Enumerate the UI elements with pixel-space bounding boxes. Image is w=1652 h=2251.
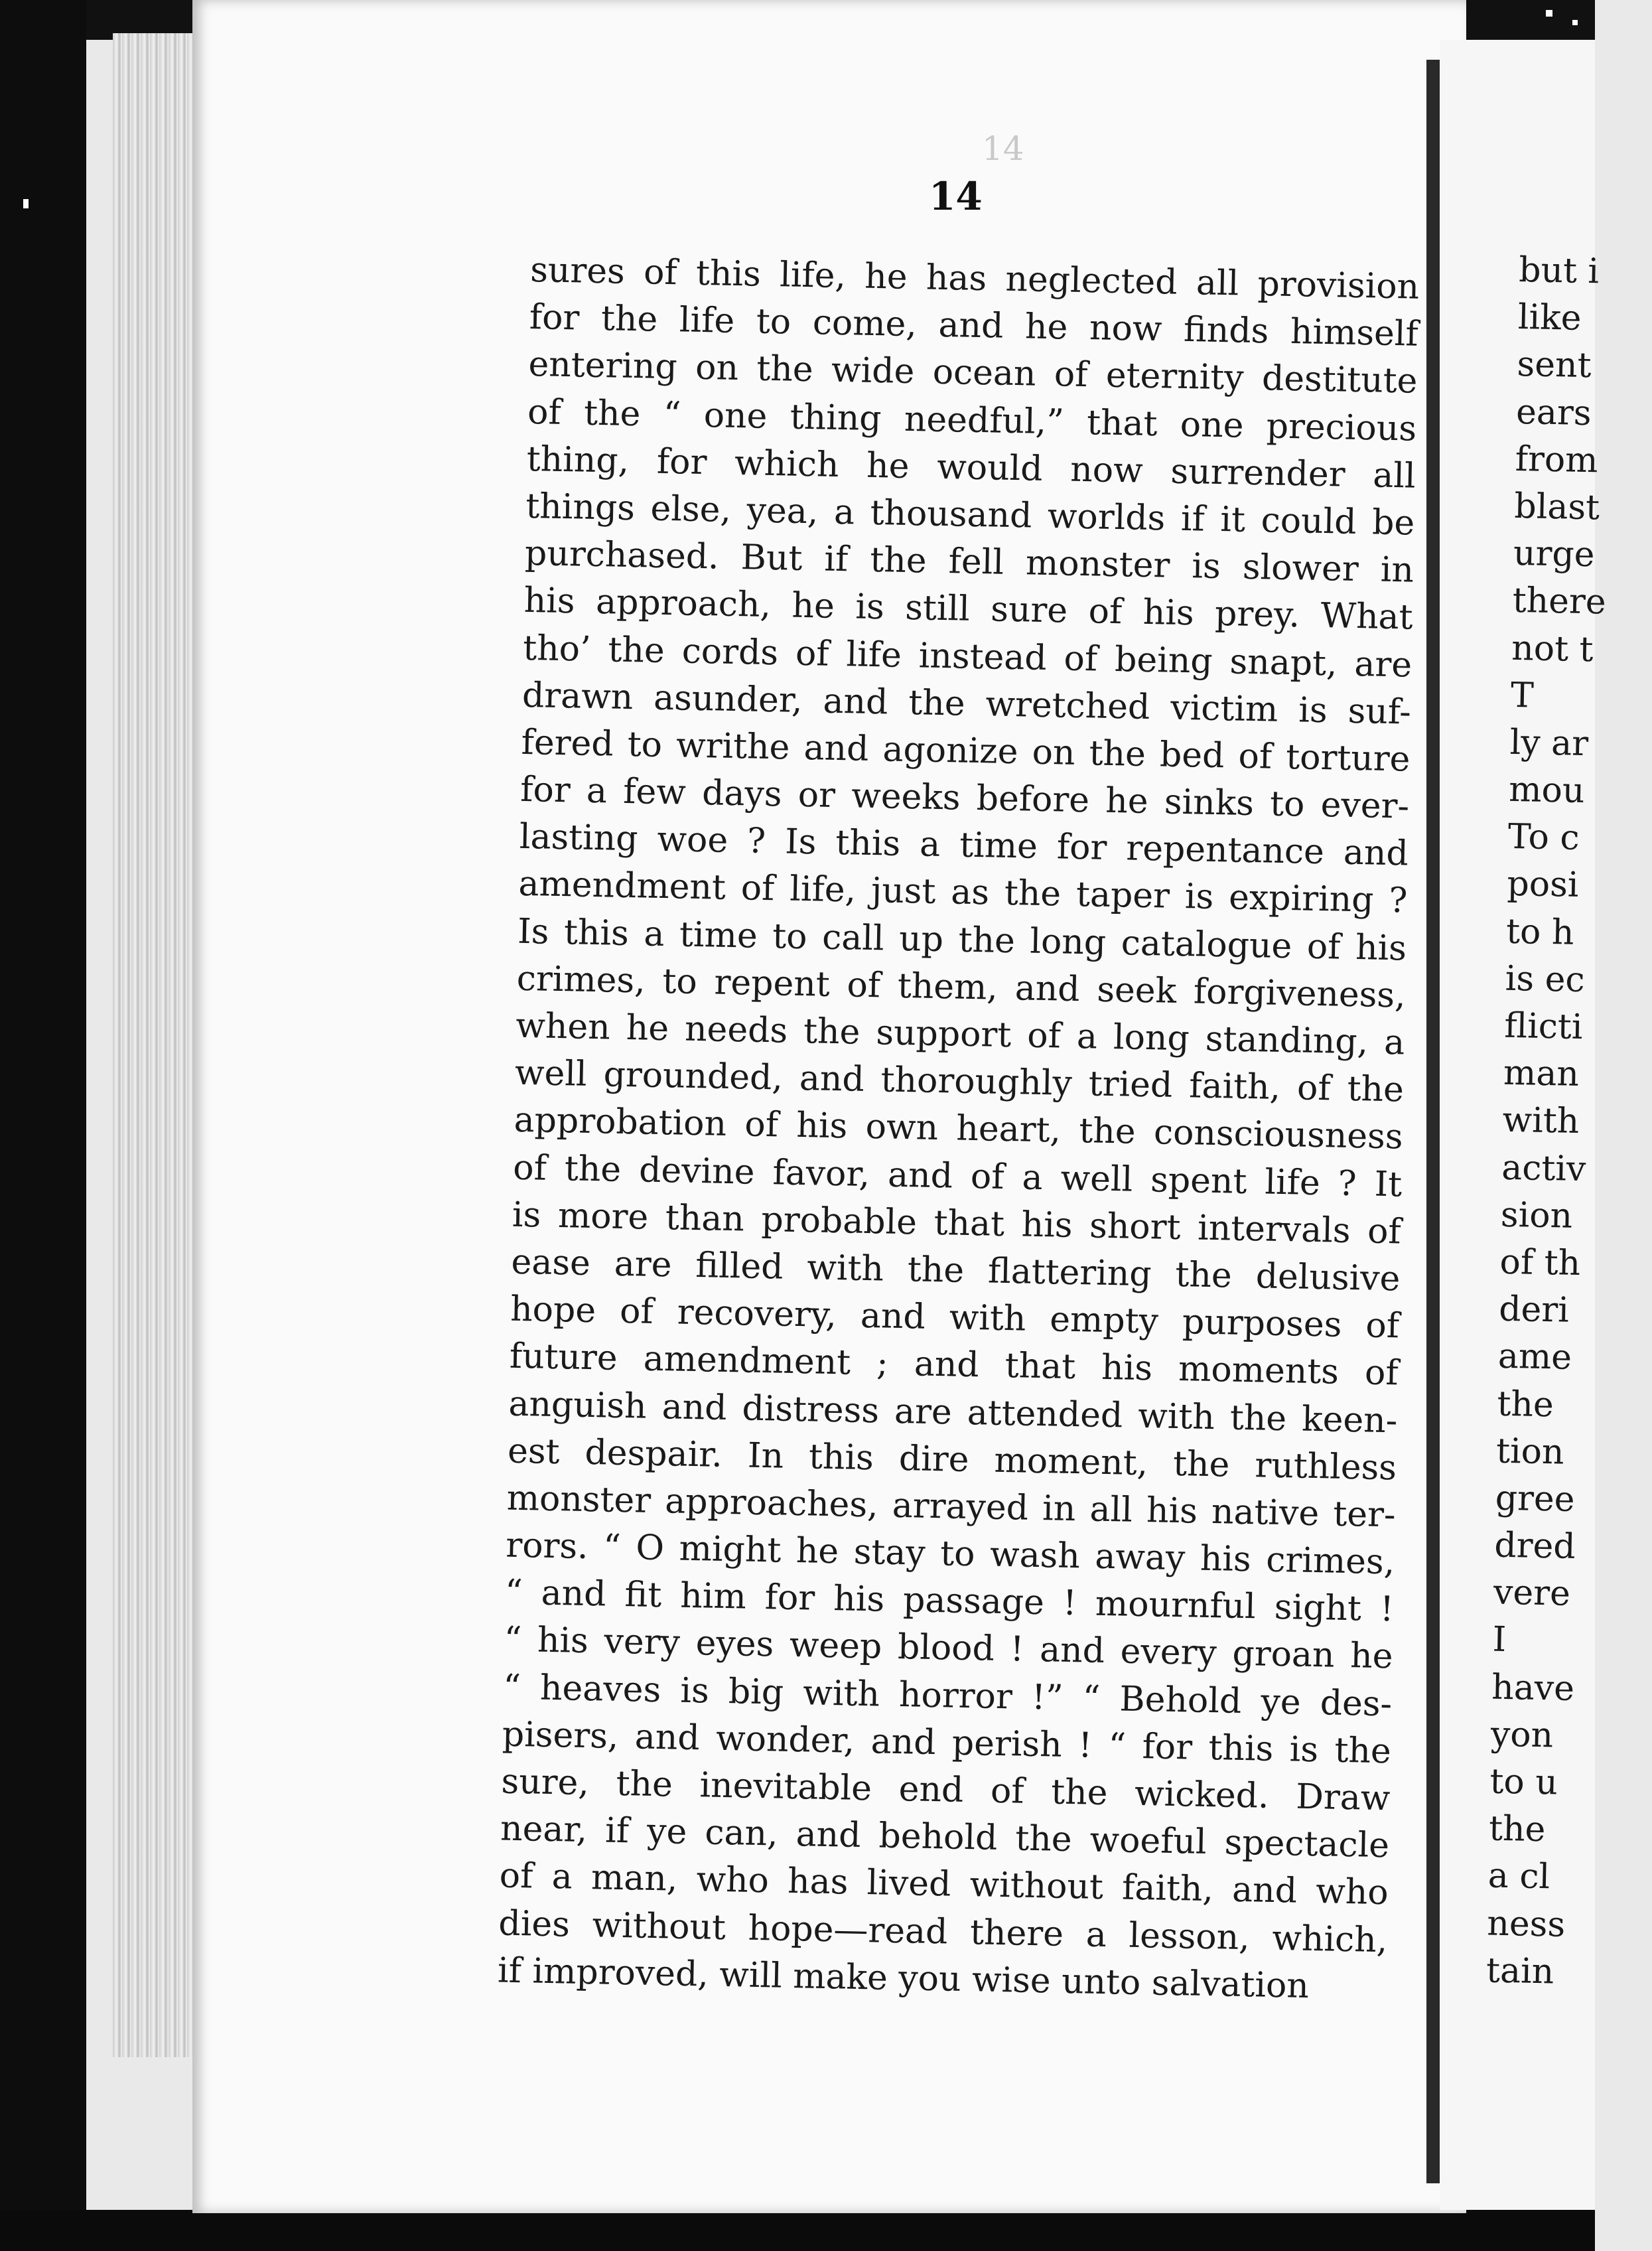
facing-text-line: posi: [1506, 864, 1580, 906]
facing-text-line: but i: [1518, 250, 1600, 292]
stacked-page-edges: [113, 33, 192, 2057]
facing-text-line: the: [1488, 1808, 1546, 1850]
facing-text-line: tion: [1495, 1431, 1565, 1473]
facing-text-line: To c: [1507, 817, 1580, 859]
text-line: drawn asunder, and the wretched victim is suf-: [521, 675, 1412, 733]
text-line: est despair. In this dire moment, the ruthless: [507, 1431, 1397, 1489]
facing-text-line: ears: [1515, 392, 1592, 433]
text-line: of a man, who has lived without faith, and who: [499, 1855, 1389, 1913]
facing-text-line: sion: [1500, 1195, 1573, 1236]
facing-text-line: mou: [1508, 769, 1585, 812]
text-line: pisers, and wonder, and perish ! “ for this is the: [502, 1714, 1392, 1772]
facing-text-line: deri: [1498, 1289, 1570, 1331]
text-line: thing, for which he would now surrender all: [526, 439, 1416, 496]
facing-text-line: there: [1512, 581, 1607, 622]
facing-text-line: the: [1496, 1384, 1554, 1425]
text-line: for a few days or weeks before he sinks to ever-: [519, 769, 1410, 827]
facing-text-line: man: [1503, 1053, 1580, 1095]
facing-text-line: to h: [1505, 911, 1574, 953]
facing-text-line: gree: [1495, 1478, 1576, 1520]
facing-text-line: not t: [1511, 628, 1594, 670]
facing-text-line: activ: [1501, 1147, 1586, 1189]
text-line: tho’ the cords of life instead of being snapt, are: [522, 628, 1412, 686]
facing-text-line: like: [1517, 297, 1582, 338]
text-line: things else, yea, a thousand worlds if it could be: [525, 486, 1415, 544]
text-line: purchased. But if the fell monster is slower in: [524, 534, 1414, 591]
text-line: ease are filled with the flattering the delusive: [511, 1242, 1401, 1299]
text-line: “ and fit him for his passage ! mournful sight !: [504, 1572, 1395, 1630]
text-line: sure, the inevitable end of the wicked. Draw: [501, 1761, 1391, 1819]
facing-text-line: a cl: [1487, 1855, 1550, 1897]
text-line: his approach, he is still sure of his prey. What: [523, 581, 1414, 638]
scan-speck: [23, 199, 29, 208]
facing-text-line: I: [1492, 1620, 1507, 1660]
text-line: of the “ one thing needful,” that one precious: [527, 392, 1417, 449]
facing-text-line: ame: [1497, 1337, 1572, 1378]
text-line: “ his very eyes weep blood ! and every groan he: [504, 1620, 1394, 1677]
scan-speck: [1572, 20, 1578, 25]
text-line: anguish and distress are attended with the keen-: [508, 1384, 1398, 1441]
text-line: entering on the wide ocean of eternity destitute: [528, 344, 1418, 402]
text-line: lasting woe ? Is this a time for repentance and: [519, 817, 1409, 874]
text-line: near, if ye can, and behold the woeful spectacle: [500, 1808, 1390, 1866]
text-line: hope of recovery, and with empty purposes of: [510, 1289, 1400, 1346]
bleed-through-mark: 14: [982, 129, 1024, 168]
scan-speck: [1546, 10, 1552, 17]
text-line: if improved, will make you wise unto salvation: [497, 1950, 1310, 2006]
text-line: dies without hope—read there a lesson, which,: [498, 1903, 1388, 1960]
text-line: fered to writhe and agonize on the bed of torture: [521, 722, 1411, 780]
text-line: monster approaches, arrayed in all his native ter-: [506, 1478, 1397, 1536]
scan-border-left: [0, 0, 86, 2251]
text-line: when he needs the support of a long standing, a: [515, 1005, 1405, 1063]
facing-text-line: blast: [1513, 486, 1600, 528]
scan-border-bottom: [0, 2210, 1595, 2251]
text-line: sures of this life, he has neglected all provision: [529, 250, 1420, 307]
text-line: well grounded, and thoroughly tried faith, of the: [514, 1053, 1405, 1110]
facing-text-line: ly ar: [1509, 722, 1589, 764]
facing-text-line: of th: [1499, 1242, 1581, 1283]
text-line: approbation of his own heart, the consciousness: [514, 1100, 1404, 1157]
facing-text-line: vere: [1493, 1572, 1571, 1615]
text-line: for the life to come, and he now finds himself: [529, 297, 1419, 354]
text-line: is more than probable that his short intervals of: [512, 1195, 1402, 1252]
facing-text-line: tain: [1485, 1950, 1554, 1992]
page-number: 14: [929, 174, 983, 219]
text-line: “ heaves is big with horror !” “ Behold ye des-: [502, 1667, 1393, 1724]
facing-text-line: flicti: [1503, 1005, 1583, 1048]
text-line: of the devine favor, and of a well spent life ? It: [512, 1147, 1403, 1205]
facing-text-line: to u: [1489, 1761, 1558, 1803]
facing-text-line: dred: [1493, 1525, 1576, 1567]
facing-text-line: T: [1510, 675, 1535, 716]
text-line: Is this a time to call up the long catalogue of his: [517, 911, 1407, 969]
text-line: crimes, to repent of them, and seek forgiveness,: [516, 958, 1407, 1016]
facing-text-line: with: [1502, 1100, 1580, 1142]
facing-text-line: ness: [1486, 1903, 1566, 1945]
facing-text-line: from: [1515, 439, 1599, 481]
facing-text-line: sent: [1517, 344, 1592, 386]
book-gutter: [1426, 60, 1440, 2183]
facing-text-line: is ec: [1505, 958, 1586, 1000]
facing-text-line: yon: [1490, 1714, 1554, 1756]
text-line: amendment of life, just as the taper is expiring ?: [517, 864, 1408, 921]
text-line: future amendment ; and that his moments of: [509, 1337, 1399, 1394]
body-text: [497, 247, 1419, 2011]
text-line: rors. “ O might he stay to wash away his crimes,: [505, 1525, 1395, 1583]
facing-text-line: urge: [1513, 534, 1596, 575]
facing-text-line: have: [1491, 1667, 1575, 1709]
